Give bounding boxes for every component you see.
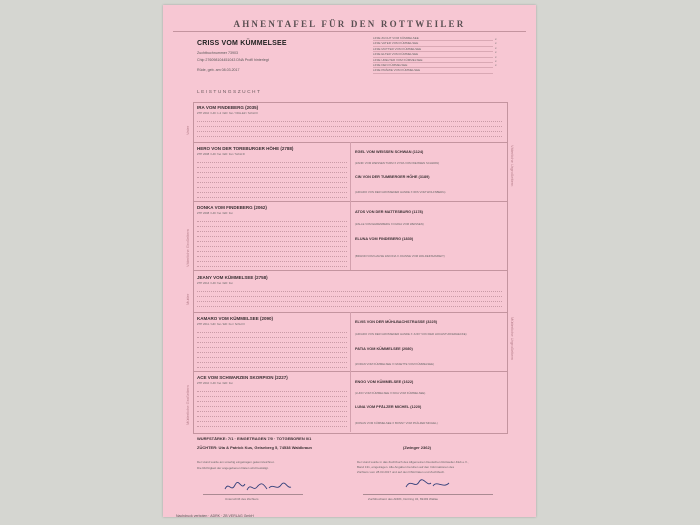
registry-note-3: Züchters vom 28.03.2017 und auf den DNA Daten und Zuchtbuch. [357,470,446,474]
ancestor-mutter-description [197,287,502,311]
sex-birthdate: Rüde, geb. am 08.03.2017 [197,68,240,72]
urgross-name: PATIA VOM KÜMMELSEE (2080) [355,347,413,351]
separator [193,270,508,271]
urgross-parents: (ZANIF VOM WEISSEN TURM X ZYRA VOM WEISSEN SCHWAN) [355,161,440,165]
urgross-name: LUNA VOM PFÄLZER MICHEL (1220) [355,405,422,409]
ancestor-grossvater-m-description [197,328,347,368]
side-label-grosseltern-m: Mütterliche Großeltern [185,385,190,425]
lineage-mark: x [495,37,497,41]
lineage-row: LINIE DEN KÜMMELSEE [373,63,493,68]
page-footer: Nachdruck verboten · ADRK · ZB VERLAG GmbH [176,514,254,518]
registry-note-1: Der Hund wurde in das Zuchtbuch des Allgemeinen Deutschen Rottweiler-Klub e.V., [357,460,469,464]
lineage-mark: x [495,54,497,59]
lineage-marks [495,37,497,68]
lineage-row: LINIE VATER VOM KÜMMELSEE [373,41,493,46]
lineage-row: LINIE URELTER VOM KÜMMELSEE [373,58,493,63]
chip-number: Chip 276098104451043 DNA Profil hinterlegt [197,58,269,62]
ancestor-vater-name: IRA VOM FINDEBERG (2035) [197,105,259,110]
breeder-signature [223,479,293,498]
ancestor-vater-description [197,117,502,141]
pedigree-sheet [163,5,536,517]
kennel-number: (Zwinger 2362) [403,445,432,450]
lineage-mark: x [495,50,497,55]
urgross-name: ENGO VOM KÜMMELSEE (1622) [355,380,414,384]
ancestor-grossvater-m-name: KAMARO VOM KÜMMELSEE (2090) [197,316,274,321]
signature-scribble-icon [223,479,293,495]
lineage-row: LINIE MUTTER VOM KÜMMELSEE [373,47,493,52]
breeder-note-2: Die Richtigkeit der angegebenen Daten wird bestätigt. [197,466,269,470]
side-label-urgross-v: Väterliche Urgroßeltern [510,145,515,187]
lineage-mark: x [495,63,497,68]
dog-name: CRISS VOM KÜMMELSEE [197,40,287,47]
breeder-signature-line [203,494,303,495]
ancestor-mutter-hd: ZTP 2014 / HD: frei / ED: frei [197,281,233,285]
ancestor-vater-hd: ZTP 2010 / HD: 1-2 / ED: frei / VDH-EZ / SchH III [197,111,258,115]
urgross-parents: (BRANDI VOM HAUSE ZAKONA X JOANNE VOM WALDEINSAMKEIT) [355,254,445,258]
breeder-signature-label: Unterschrift des Züchters [225,497,259,501]
registry-note-2: Band 131, eingetragen. Alle Angaben beruhen auf den Informationen des [357,465,455,469]
ancestor-grossvater-m-hd: ZTP 2011 / HD: frei / ED: frei / SchH III [197,322,245,326]
registry-signature-label: Zuchtbuchamt des ADRK, Dortring 34, 69493 Wallau [368,497,439,501]
ancestor-grossmutter-m-hd: ZTP 2010 / HD: frei / ED: frei [197,381,233,385]
ancestor-grossmutter-v-hd: ZTP 2008 / HD: frei / ED: frei [197,211,233,215]
lineage-row: LINIE PRÄMIE VOM KÜMMELSEE [373,68,493,73]
column-divider [350,142,351,270]
side-label-grosseltern-v: Väterliche Großeltern [185,228,190,267]
side-label-vater: Vater [185,125,190,135]
ancestor-grossmutter-v-description [197,217,347,267]
urgross-name: EGEL VOM WEISSEN SCHWAN (1124) [355,150,424,154]
lineage-row: LINIE ZUCHT VOM KÜMMELSEE [373,36,493,41]
document-title: AHNENTAFEL FÜR DEN ROTTWEILER [233,19,466,29]
ancestor-grossvater-v-hd: ZTP 2008 / HD: frei / ED: frei / SchH III [197,152,245,156]
urgross-name: ELUNA VOM FINDEBERG (1830) [355,237,414,241]
urgross-name: CIN VON DER TUMBERGER HÖHE (3189) [355,175,430,179]
ancestor-grossvater-v-name: HERO VON DER TOREBURGER HÖHE (2788) [197,146,294,151]
ancestor-mutter-name: JEANY VOM KÜMMELSEE (2758) [197,275,268,280]
breeder-info: ZÜCHTER: Uta & Patrick Kus, Geiseberg 5, 74538 Waldkraun [197,445,312,450]
urgross-parents: (AFFARO VON DER GROSSENER HANDE X JUDY VON DER HOCHSTUFFERHECKE) [355,332,467,336]
urgross-parents: (DONAN VOM KÜMMELSEE X BONNY VOM PFÄLZER MICHEL) [355,421,438,425]
lineage-mark: x [495,41,497,46]
ancestor-grossmutter-v-name: DONKA VOM FINDEBERG (2062) [197,205,267,210]
lineage-mark: x [495,58,497,63]
ancestor-grossmutter-m-description [197,387,347,431]
stud-book-number: Zuchtbuchnummer 73903 [197,51,238,55]
signature-scribble-icon [403,477,453,491]
urgross-name: ELVIS VON DER MÜHLBACHSTRASSE (3225) [355,320,437,324]
urgross-parents: (LUDO VOM KÜMMELSEE X KIKA VOM KÜMMELSEE) [355,391,426,395]
urgross-name: ATOS VON DER MATTESBURG (1178) [355,210,423,214]
lineage-mark: x [495,45,497,50]
breeder-note-1: Der Hund wurde am unsehig eingetragen gekennzeichnet. [197,460,275,464]
registry-signature-line [363,494,493,495]
urgross-parents: (ZORAN VOM KÜMMELSEE X NASETTE VOM KÜMMELSEE) [355,362,434,366]
section-title: LEISTUNGSZUCHT [197,90,262,95]
column-divider [350,312,351,432]
litter-info: WURFSTÄRKE: 7/1 · EINGETRAGEN 7/0 · TOTGEBOREN 0/1 [197,436,312,441]
ancestor-grossvater-v-description [197,158,347,198]
side-label-urgross-m: Mütterliche Urgroßeltern [510,317,515,361]
lineage-row: LINIE ELTER VOM KÜMMELSEE [373,52,493,57]
urgross-parents: (AFFARO VON DER GROSSENER HANDE X IRIS VOM WOLFSBERG) [355,190,446,194]
title-rule [173,31,526,32]
side-label-mutter: Mutter [185,293,190,305]
lineage-list [373,36,493,74]
ancestor-grossmutter-m-name: ACE VOM SCHWARZEN SKORPION (2227) [197,375,288,380]
urgross-parents: (ZALLE VOM EHRENBERG X DIANA VOM WEISSEN) [355,222,424,226]
